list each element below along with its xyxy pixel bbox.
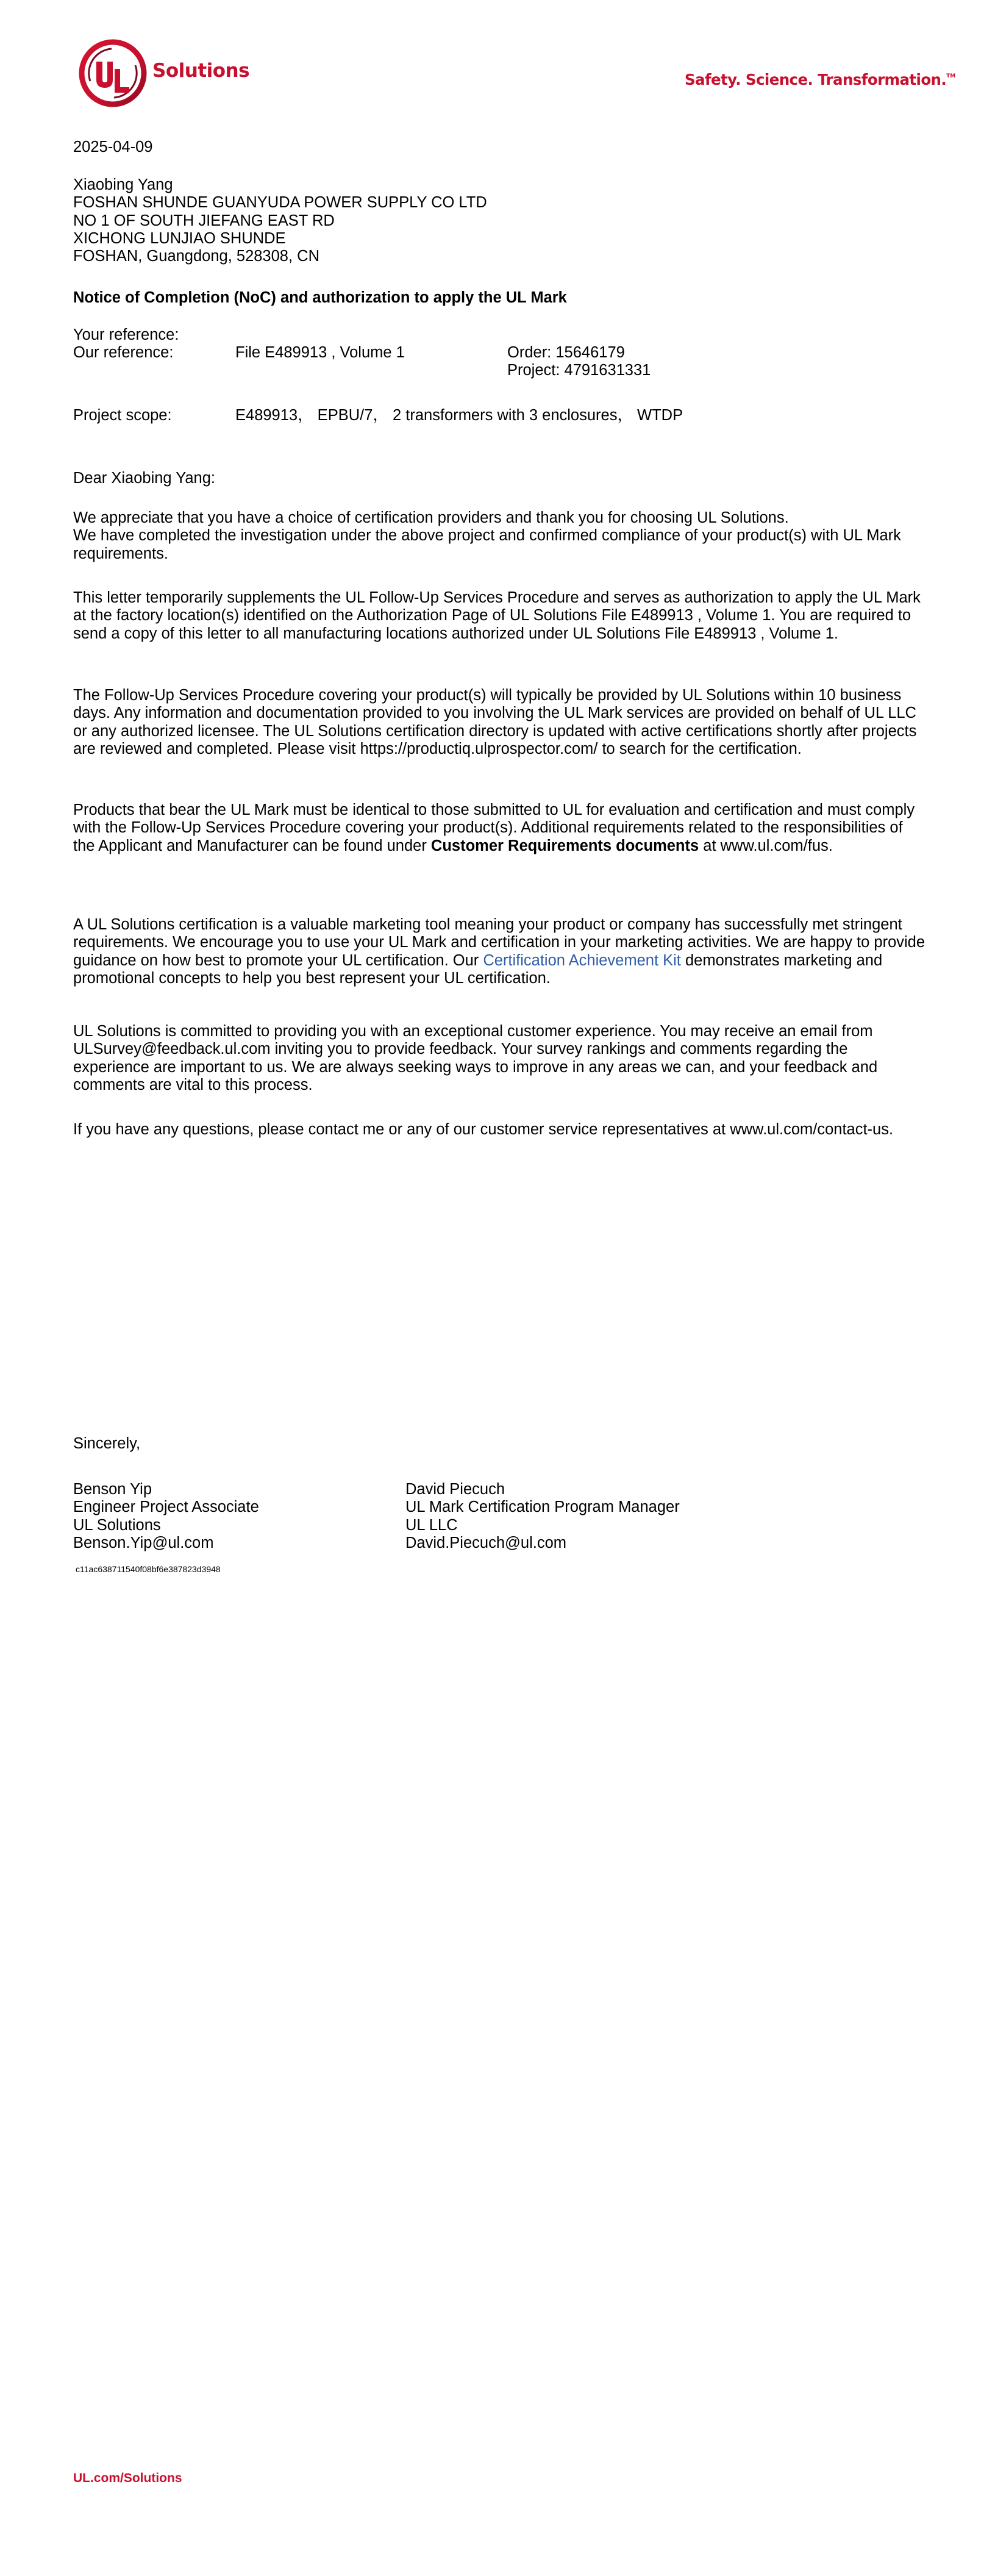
recipient-address-line3: FOSHAN, Guangdong, 528308, CN: [73, 248, 319, 265]
project-number: Project: 4791631331: [507, 362, 651, 379]
your-reference-label: Your reference:: [73, 326, 179, 343]
our-reference-label: Our reference:: [73, 344, 174, 361]
requirements-text: Products that bear the UL Mark must be identical to those submitted to UL for evaluation and certification and must comply with the Follow-Up Services Procedure covering your product(s). Additional requirements related to the responsibilities of the Applicant and Manufacturer can be found under: [73, 801, 915, 854]
tagline: [685, 71, 955, 88]
signatory-org: UL Solutions: [73, 1516, 161, 1534]
signatory-1: [73, 1481, 259, 1552]
customer-requirements-emphasis: Customer Requirements documents: [430, 837, 699, 854]
recipient-address-line2: XICHONG LUNJIAO SHUNDE: [73, 229, 286, 247]
marketing-text-end: demonstrates marketing and promotional concepts to help you best represent your UL certification.: [73, 951, 883, 987]
signatory-name: Benson Yip: [73, 1481, 152, 1498]
letter-subject: Notice of Completion (NoC) and authorization to apply the UL Mark: [73, 289, 567, 306]
project-scope-value: E489913， EPBU/7， 2 transformers with 3 enclosures， WTDP: [235, 407, 683, 424]
salutation: Dear Xiaobing Yang:: [73, 470, 215, 487]
recipient-address-line1: NO 1 OF SOUTH JIEFANG EAST RD: [73, 212, 335, 229]
our-reference-value: File E489913 , Volume 1: [235, 344, 405, 361]
signatory-2: [405, 1481, 680, 1552]
order-number: Order: 15646179: [507, 344, 625, 361]
recipient-block: [73, 176, 487, 265]
closing: Sincerely,: [73, 1435, 141, 1452]
signatory-org: UL LLC: [405, 1516, 458, 1534]
paragraph-marketing: [73, 916, 927, 987]
signatory-name: David Piecuch: [405, 1481, 505, 1498]
letter-date: 2025-04-09: [73, 138, 153, 156]
paragraph-requirements: [73, 801, 927, 855]
trademark-symbol: TM: [946, 73, 956, 79]
paragraph-authorization: This letter temporarily supplements the UL Follow-Up Services Procedure and serves as authorization to apply the UL Mark at the factory location(s) identified on the Authorization Page of UL Solutions File E489913 , Volume 1. You are required to send a copy of this letter to all manufacturing locations authorized under UL Solutions File E489913 , Volume 1.: [73, 589, 921, 642]
signatory-title: Engineer Project Associate: [73, 1498, 259, 1516]
logo-wordmark: Solutions: [152, 60, 250, 82]
project-scope-label: Project scope:: [73, 407, 172, 424]
footer-url-link[interactable]: UL.com/Solutions: [73, 2471, 182, 2485]
requirements-url-text: at www.ul.com/fus.: [699, 837, 833, 854]
paragraph-appreciation-line2: We have completed the investigation under the above project and confirmed compliance of your product(s) with UL Mark requirements.: [73, 527, 901, 562]
paragraph-survey: UL Solutions is committed to providing you with an exceptional customer experience. You may receive an email from ULSurvey@feedback.ul.com inviting you to provide feedback. Your survey rankings and comments regarding the experience are important to us. We are always seeking ways to improve in any areas we can, and your feedback and comments are vital to this process.: [73, 1023, 878, 1093]
paragraph-follow-up: The Follow-Up Services Procedure covering your product(s) will typically be provided by UL Solutions within 10 business days. Any information and documentation provided to you involving the UL Mark services are provided on behalf of UL LLC or any authorized licensee. The UL Solutions certification directory is updated with active certifications shortly after projects are reviewed and completed. Please visit https://productiq.ulprospector.com/ to search for the certification.: [73, 687, 917, 757]
signatory-title: UL Mark Certification Program Manager: [405, 1498, 680, 1516]
marketing-text: A UL Solutions certification is a valuable marketing tool meaning your product or company has successfully met stringent requirements. We encourage you to use your UL Mark and certification in your marketing activities. We are happy to provide guidance on how best to promote your UL certification. Our: [73, 916, 925, 969]
paragraph-appreciation-line1: We appreciate that you have a choice of certification providers and thank you for choosing UL Solutions.: [73, 509, 789, 526]
signatory-email: Benson.Yip@ul.com: [73, 1534, 214, 1551]
ul-logo-icon: [78, 38, 148, 108]
certification-achievement-kit-link[interactable]: Certification Achievement Kit: [483, 951, 681, 969]
paragraph-appreciation: [73, 509, 927, 563]
recipient-name: Xiaobing Yang: [73, 176, 173, 193]
tagline-text: Safety. Science. Transformation.: [685, 71, 947, 88]
paragraph-contact: If you have any questions, please contact me or any of our customer service representatives at www.ul.com/contact-us.: [73, 1121, 894, 1138]
recipient-company: FOSHAN SHUNDE GUANYUDA POWER SUPPLY CO LTD: [73, 194, 487, 212]
document-hash: c11ac638711540f08bf6e387823d3948: [76, 1564, 221, 1574]
signatory-email: David.Piecuch@ul.com: [405, 1534, 566, 1551]
